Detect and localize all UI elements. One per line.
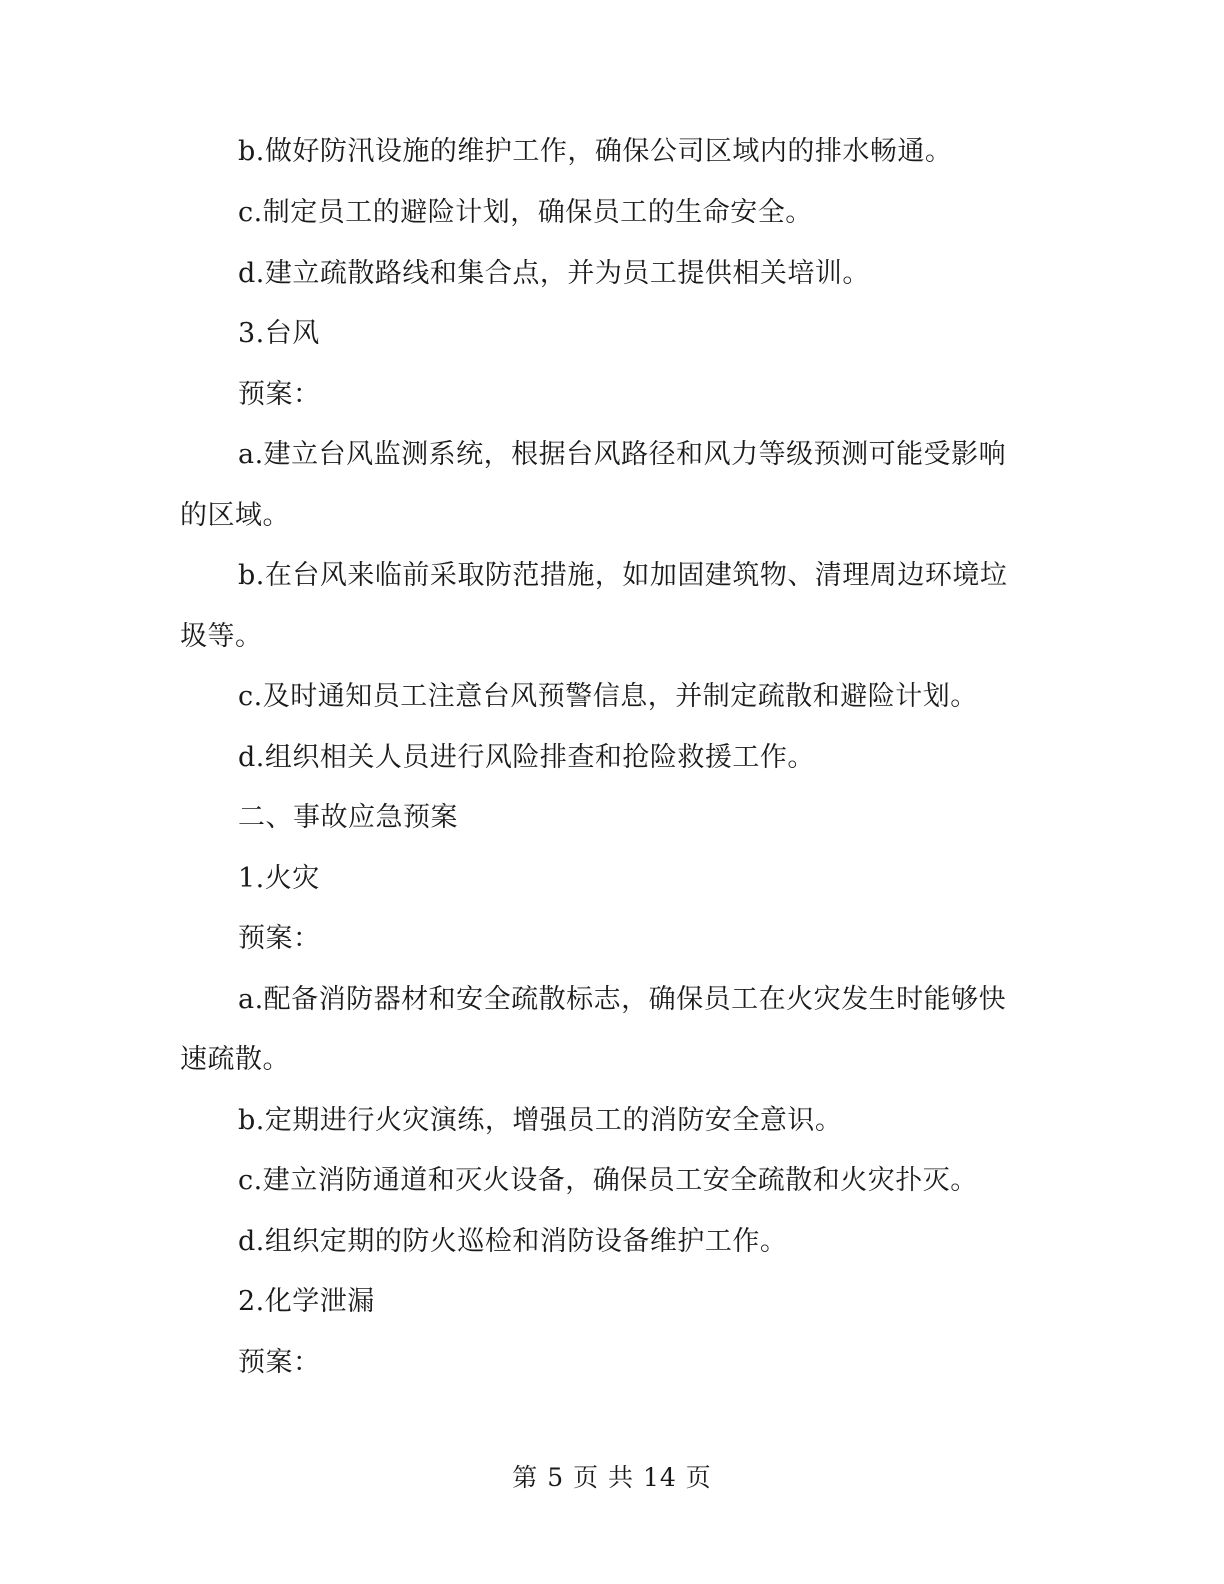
paragraph-line: b.定期进行火灾演练，增强员工的消防安全意识。 <box>238 1105 843 1136</box>
paragraph-line: 速疏散。 <box>180 1044 290 1075</box>
section-heading: 2.化学泄漏 <box>238 1286 375 1317</box>
paragraph-line: a.配备消防器材和安全疏散标志，确保员工在火灾发生时能够快 <box>238 984 1007 1015</box>
section-heading: 二、事故应急预案 <box>238 802 458 833</box>
paragraph-line: 圾等。 <box>180 621 263 652</box>
section-heading: 1.火灾 <box>238 863 320 894</box>
paragraph-line: d.组织相关人员进行风险排查和抢险救援工作。 <box>238 742 815 773</box>
paragraph-line: c.制定员工的避险计划，确保员工的生命安全。 <box>238 197 813 228</box>
paragraph-line: 预案： <box>238 923 321 954</box>
paragraph-line: d.组织定期的防火巡检和消防设备维护工作。 <box>238 1226 788 1257</box>
paragraph-line: 的区域。 <box>180 500 290 531</box>
paragraph-line: b.在台风来临前采取防范措施，如加固建筑物、清理周边环境垃 <box>238 560 1008 591</box>
paragraph-line: 预案： <box>238 1347 321 1378</box>
paragraph-line: d.建立疏散路线和集合点，并为员工提供相关培训。 <box>238 258 870 289</box>
paragraph-line: a.建立台风监测系统，根据台风路径和风力等级预测可能受影响 <box>238 439 1007 470</box>
section-heading: 3.台风 <box>238 318 320 349</box>
paragraph-line: c.建立消防通道和灭火设备，确保员工安全疏散和火灾扑灭。 <box>238 1165 978 1196</box>
page-number-footer: 第 5 页 共 14 页 <box>512 1463 712 1492</box>
paragraph-line: 预案： <box>238 379 321 410</box>
paragraph-line: c.及时通知员工注意台风预警信息，并制定疏散和避险计划。 <box>238 681 978 712</box>
paragraph-line: b.做好防汛设施的维护工作，确保公司区域内的排水畅通。 <box>238 136 953 167</box>
